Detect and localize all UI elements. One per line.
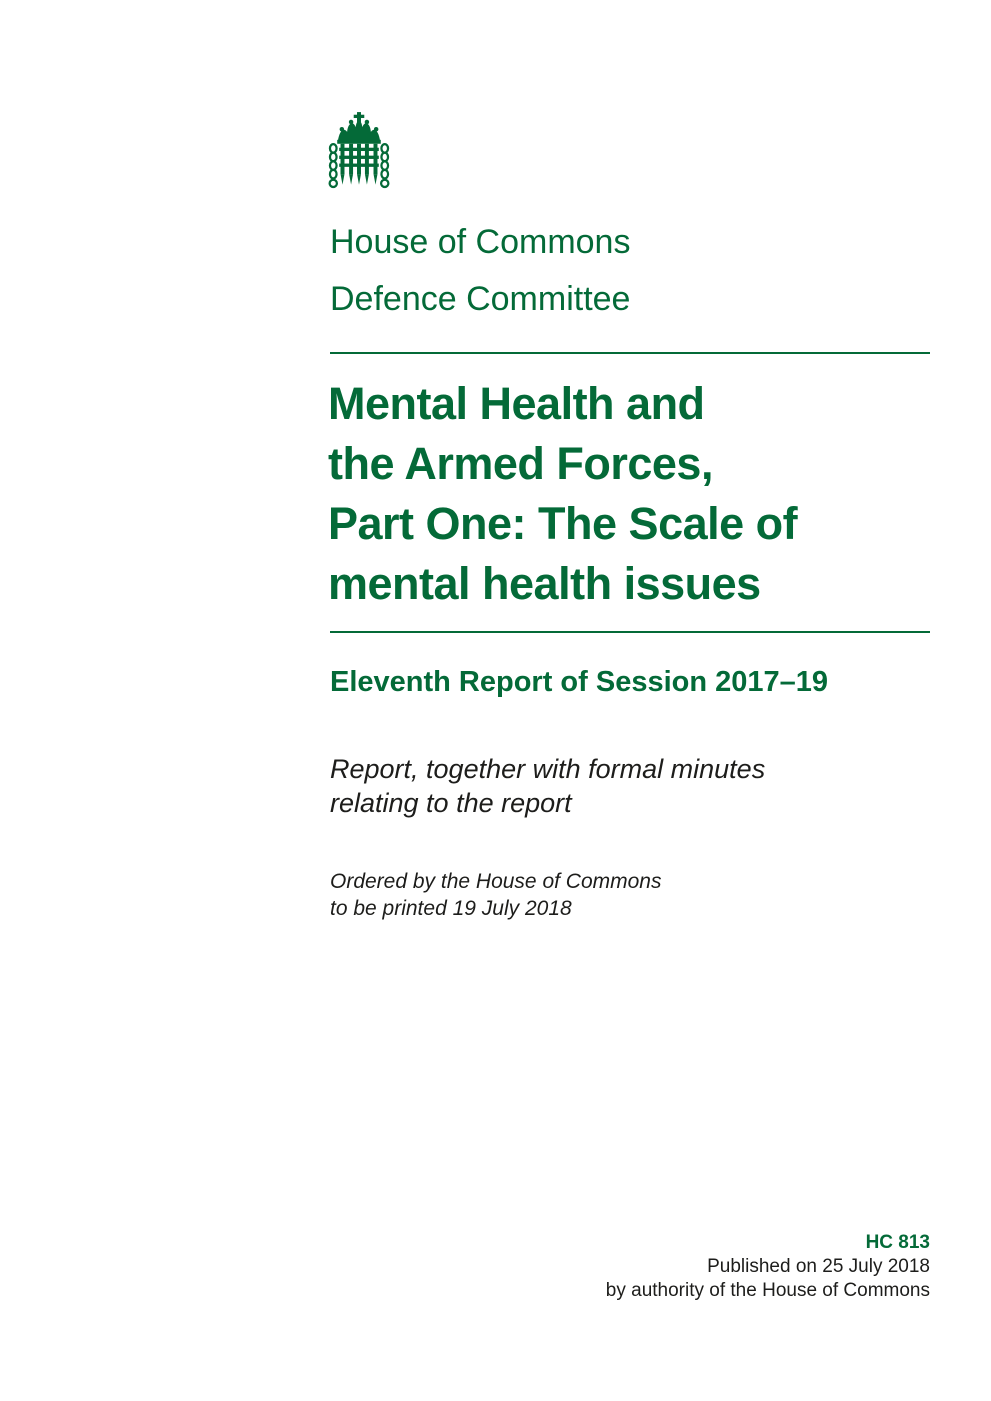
- portcullis-crown-icon: [326, 110, 392, 196]
- report-title: [328, 374, 948, 614]
- report-title-line-2: the Armed Forces,: [328, 438, 713, 489]
- order-note-line-1: Ordered by the House of Commons: [330, 870, 662, 893]
- committee-title: Defence Committee: [330, 280, 631, 318]
- session-subtitle: Eleventh Report of Session 2017–19: [330, 666, 829, 698]
- authority-line: by authority of the House of Commons: [605, 1280, 930, 1301]
- report-description-line-2: relating to the report: [330, 788, 572, 818]
- divider-above-title: [330, 352, 930, 354]
- order-note: [330, 868, 662, 922]
- report-title-line-1: Mental Health and: [328, 378, 705, 429]
- report-description-line-1: Report, together with formal minutes: [330, 754, 766, 784]
- report-title-line-3: Part One: The Scale of: [328, 498, 798, 549]
- hc-number: HC 813: [865, 1232, 930, 1253]
- published-date: Published on 25 July 2018: [707, 1256, 930, 1277]
- report-description: [330, 752, 765, 820]
- org-title: House of Commons: [330, 223, 631, 261]
- order-note-line-2: to be printed 19 July 2018: [330, 897, 572, 920]
- publication-footer: [606, 1231, 930, 1303]
- divider-below-title: [330, 631, 930, 633]
- report-title-line-4: mental health issues: [328, 558, 761, 609]
